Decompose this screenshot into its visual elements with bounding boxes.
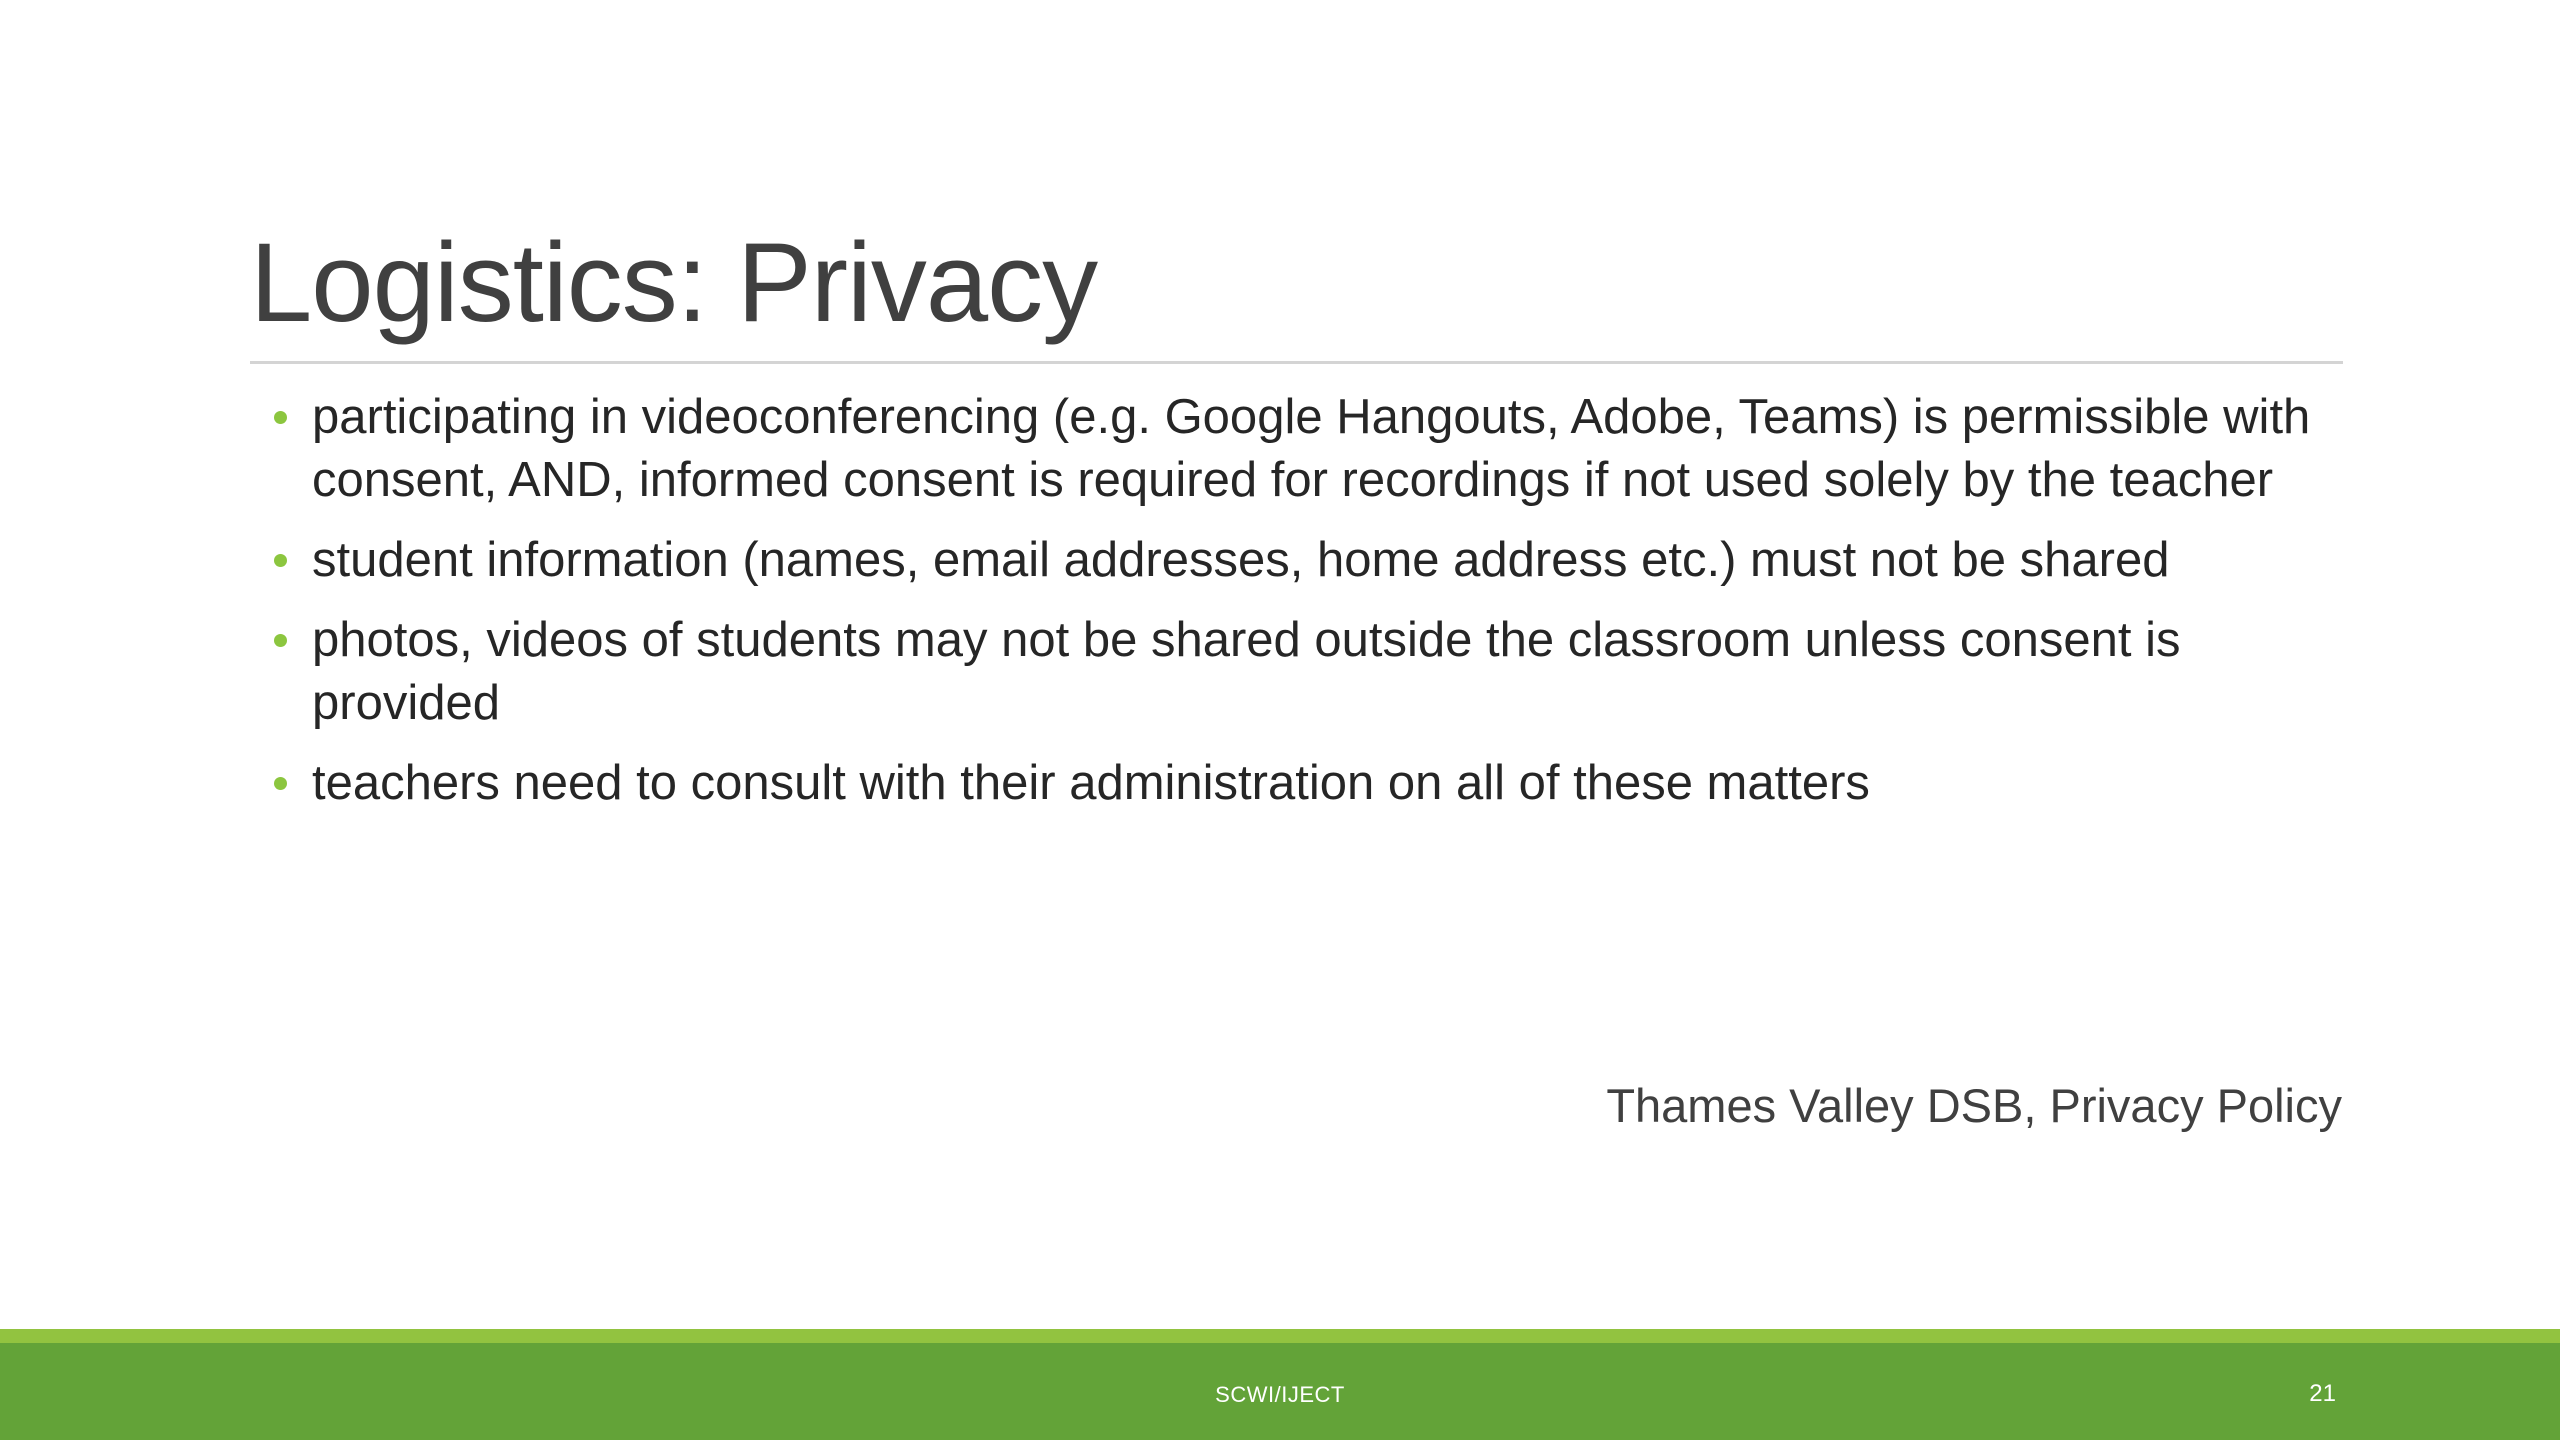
bullet-text: participating in videoconferencing (e.g. Google Hangouts, Adobe, Teams) is permissible with consent, AND, informed consent is required for recordings if not used solely by the teacher [312,390,2311,507]
bullet-item [270,752,2350,815]
bullet-text: photos, videos of students may not be shared outside the classroom unless consent is provided [312,613,2181,730]
bullet-item [270,529,2350,592]
bullet-dot-icon [274,777,287,790]
bullet-item [270,386,2350,512]
bullet-dot-icon [274,411,287,424]
bullet-list [270,386,2350,832]
bullet-dot-icon [274,554,287,567]
slide-title: Logistics: Privacy [250,220,1098,345]
bullet-text: student information (names, email addresses, home address etc.) must not be shared [312,533,2170,587]
bullet-text: teachers need to consult with their administration on all of these matters [312,756,1870,810]
bullet-item [270,609,2350,735]
page-number: 21 [2309,1380,2336,1407]
source-citation: Thames Valley DSB, Privacy Policy [1606,1079,2342,1132]
footer-accent-stripe [0,1329,2560,1343]
title-divider [250,361,2343,364]
bullet-dot-icon [274,634,287,647]
footer-text: SCWI/IJECT [1215,1382,1345,1407]
